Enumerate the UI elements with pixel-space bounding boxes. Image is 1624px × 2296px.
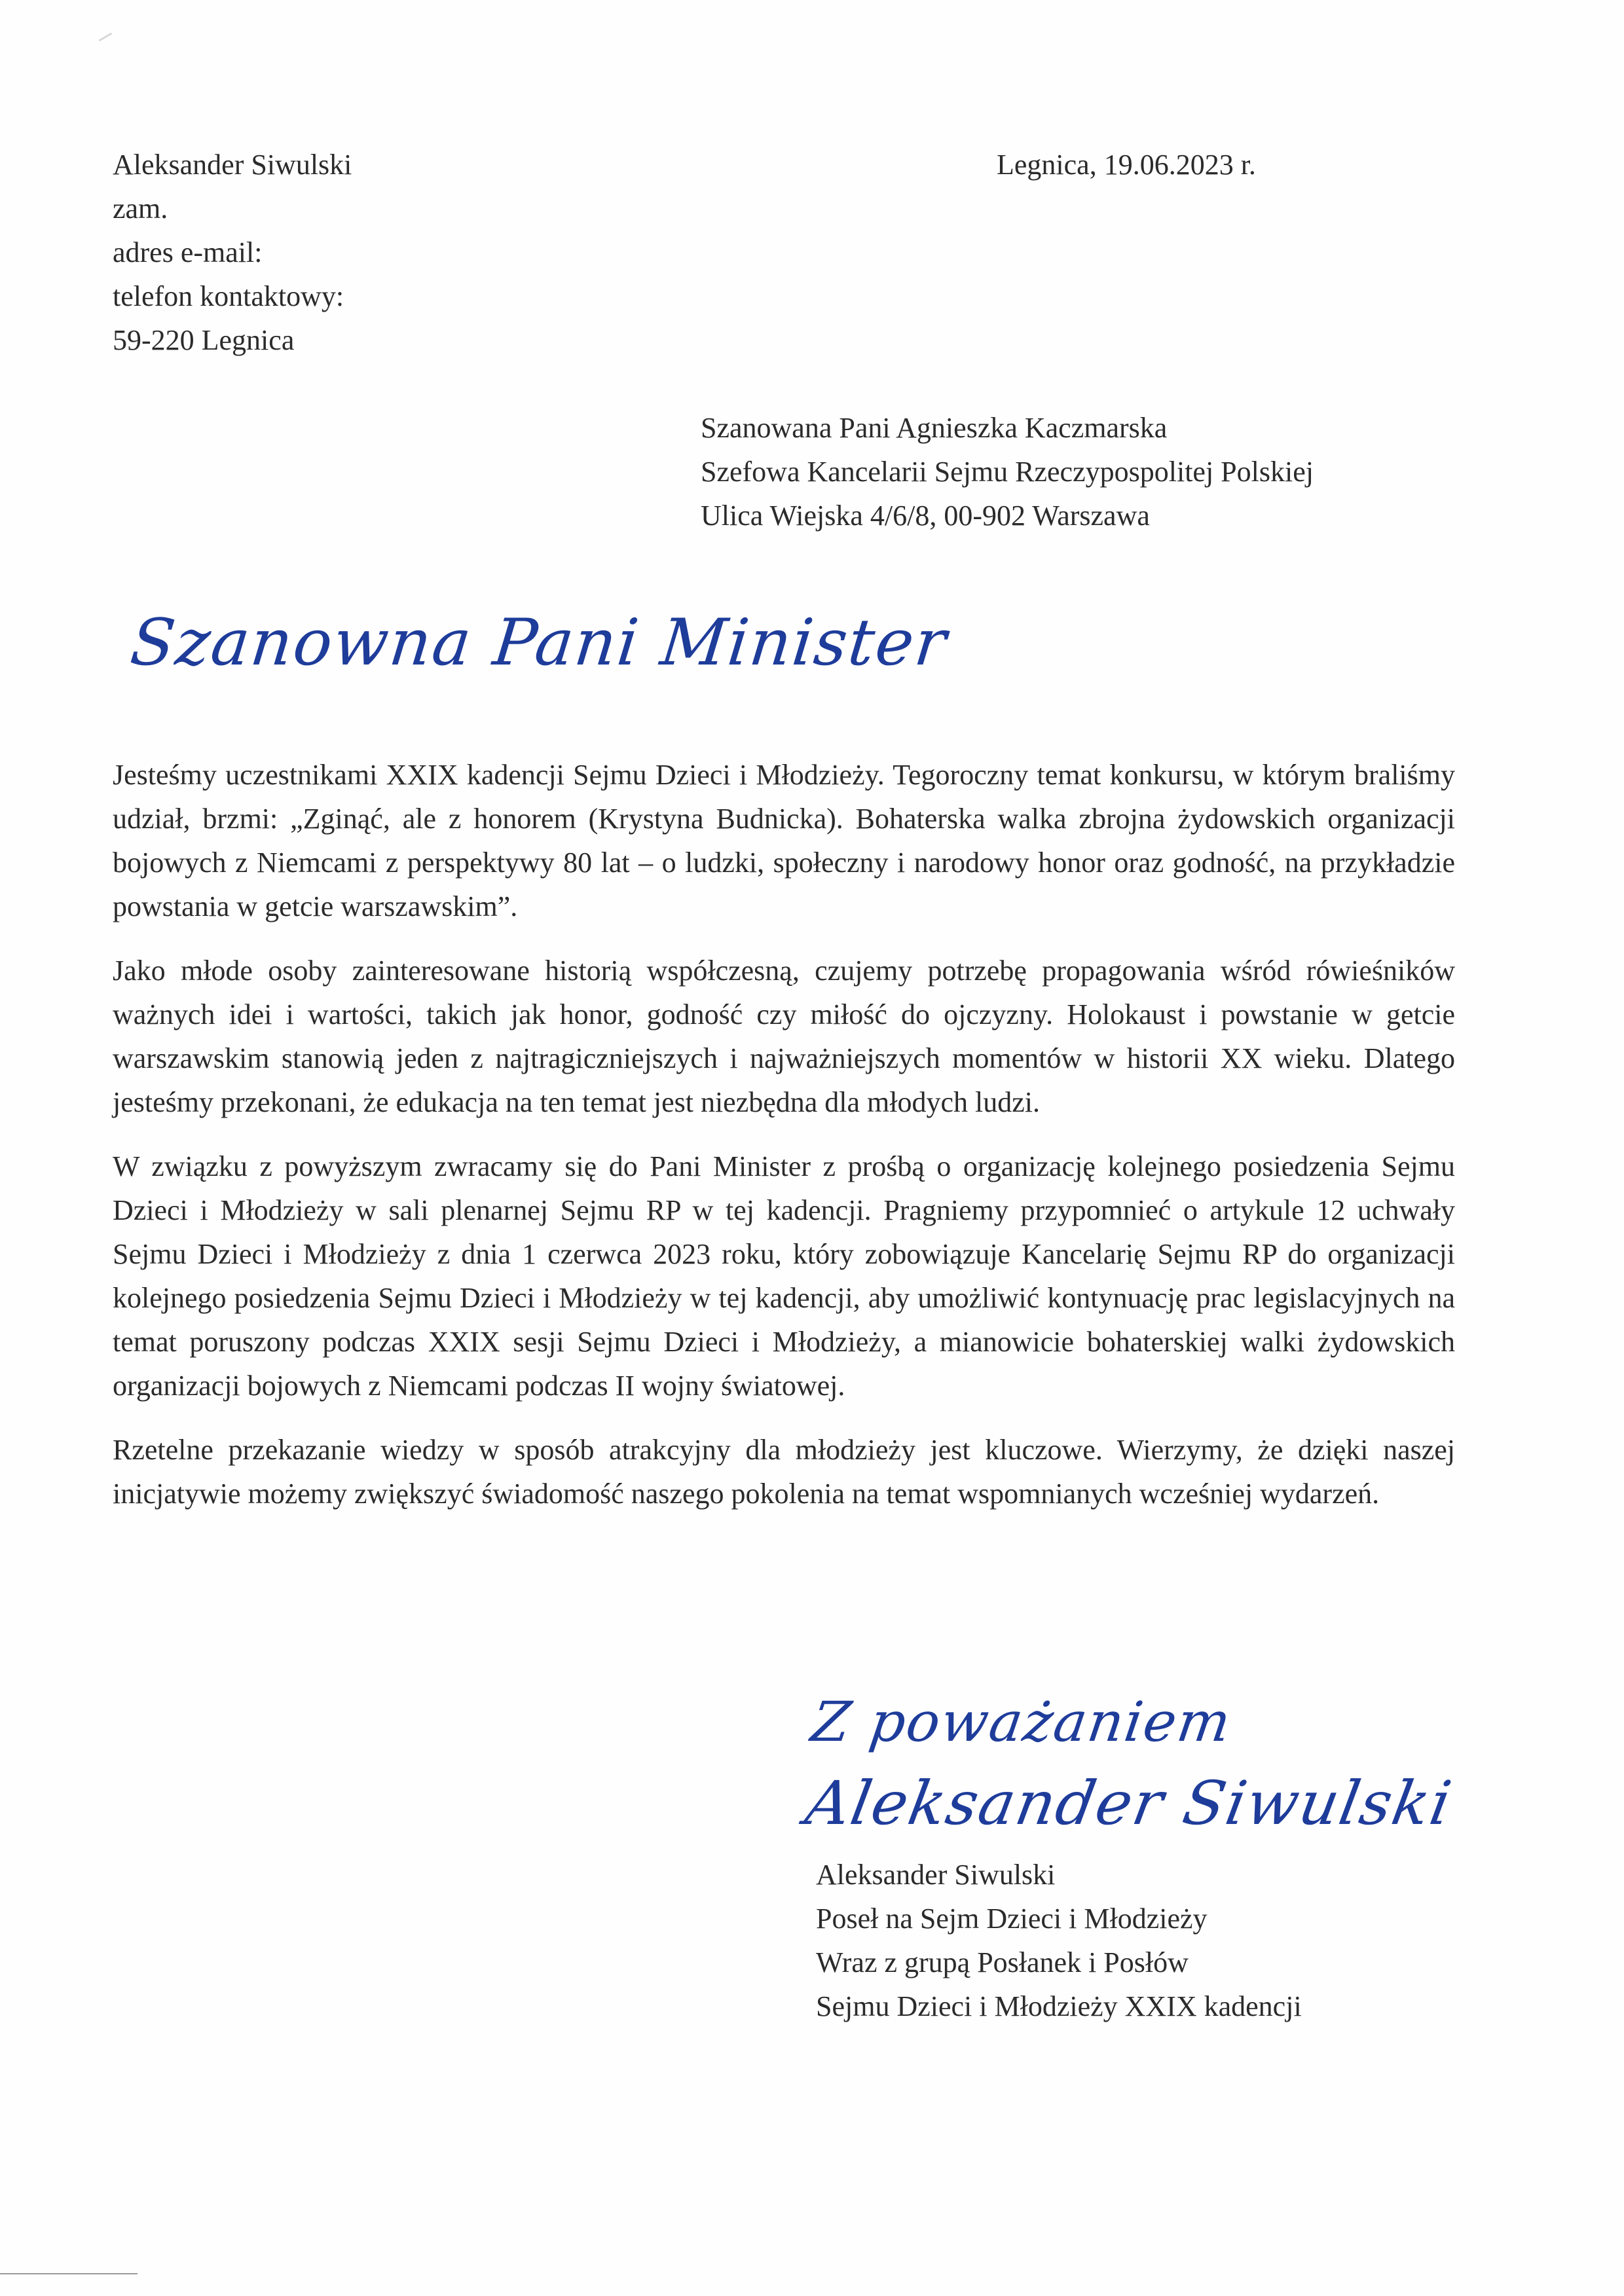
body-paragraph-2: Jako młode osoby zainteresowane historią współczesną, czujemy potrzebę propagowania wśród rówieśników ważnych idei i wartości, takich jak honor, godność czy miłość do ojczyzny. Holokaust i powstanie w getcie warszawskim stanowią jeden z najtragiczniejszych i najważniejszych momentów w historii XX wieku. Dlatego jesteśmy przekonani, że edukacja na ten temat jest niezbędna dla młodych ludzi. xyxy=(113,955,1455,1118)
recipient-address: Ulica Wiejska 4/6/8, 00-902 Warszawa xyxy=(701,500,1150,532)
body-paragraph-1: Jesteśmy uczestnikami XXIX kadencji Sejmu Dzieci i Młodzieży. Tegoroczny temat konkursu, w którym braliśmy udział, brzmi: „Zginąć, ale z honorem (Krystyna Budnicka). Bohaterska walka zbrojna żydowskich organizacji bojowych z Niemcami z perspektywy 80 lat – o ludzki, społeczny i narodowy honor oraz godność, na przykładzie powstania w getcie warszawskim”. xyxy=(113,759,1455,922)
handwritten-signature: Aleksander Siwulski xyxy=(800,1768,1458,1838)
signatory-block xyxy=(816,1853,1569,2028)
signatory-body: Sejmu Dzieci i Młodzieży XXIX kadencji xyxy=(816,1990,1302,2022)
handwritten-salutation: Szanowna Pani Minister xyxy=(127,606,951,680)
sender-block xyxy=(113,143,702,362)
signatory-role: Poseł na Sejm Dzieci i Młodzieży xyxy=(816,1903,1208,1935)
signatory-group: Wraz z grupą Posłanek i Posłów xyxy=(816,1946,1189,1978)
body-paragraph-3: W związku z powyższym zwracamy się do Pani Minister z prośbą o organizację kolejnego posiedzenia Sejmu Dzieci i Młodzieży w sali plenarnej Sejmu RP w tej kadencji. Pragniemy przypomnieć o artykule 12 uchwały Sejmu Dzieci i Młodzieży z dnia 1 czerwca 2023 roku, który zobowiązuje Kancelarię Sejmu RP do organizacji kolejnego posiedzenia Sejmu Dzieci i Młodzieży w tej kadencji, aby umożliwić kontynuację prac legislacyjnych na temat poruszony podczas XXIX sesji Sejmu Dzieci i Młodzieży, a mianowicie bohaterskiej walki żydowskich organizacji bojowych z Niemcami podczas II wojny światowej. xyxy=(113,1150,1455,1402)
letter-body xyxy=(113,753,1455,1536)
recipient-name: Szanowana Pani Agnieszka Kaczmarska xyxy=(701,412,1168,444)
signatory-name: Aleksander Siwulski xyxy=(816,1859,1056,1891)
handwritten-closing: Z poważaniem xyxy=(807,1690,1236,1754)
sender-email-label: adres e-mail: xyxy=(113,236,263,268)
sender-phone-label: telefon kontaktowy: xyxy=(113,280,344,312)
body-paragraph-4: Rzetelne przekazanie wiedzy w sposób atrakcyjny dla młodzieży jest kluczowe. Wierzymy, że dzięki naszej inicjatywie możemy zwiększyć świadomość naszego pokolenia na temat wspomnianych wcześniej wydarzeń. xyxy=(113,1434,1455,1510)
letter-date: Legnica, 19.06.2023 r. xyxy=(997,149,1256,181)
scan-artifact-line xyxy=(0,2273,138,2274)
sender-name: Aleksander Siwulski xyxy=(113,149,352,181)
sender-address-label: zam. xyxy=(113,192,168,225)
scan-artifact-mark xyxy=(99,33,113,42)
recipient-title: Szefowa Kancelarii Sejmu Rzeczypospolitej Polskiej xyxy=(701,456,1314,488)
sender-postal-city: 59-220 Legnica xyxy=(113,324,295,356)
recipient-block xyxy=(701,406,1552,538)
